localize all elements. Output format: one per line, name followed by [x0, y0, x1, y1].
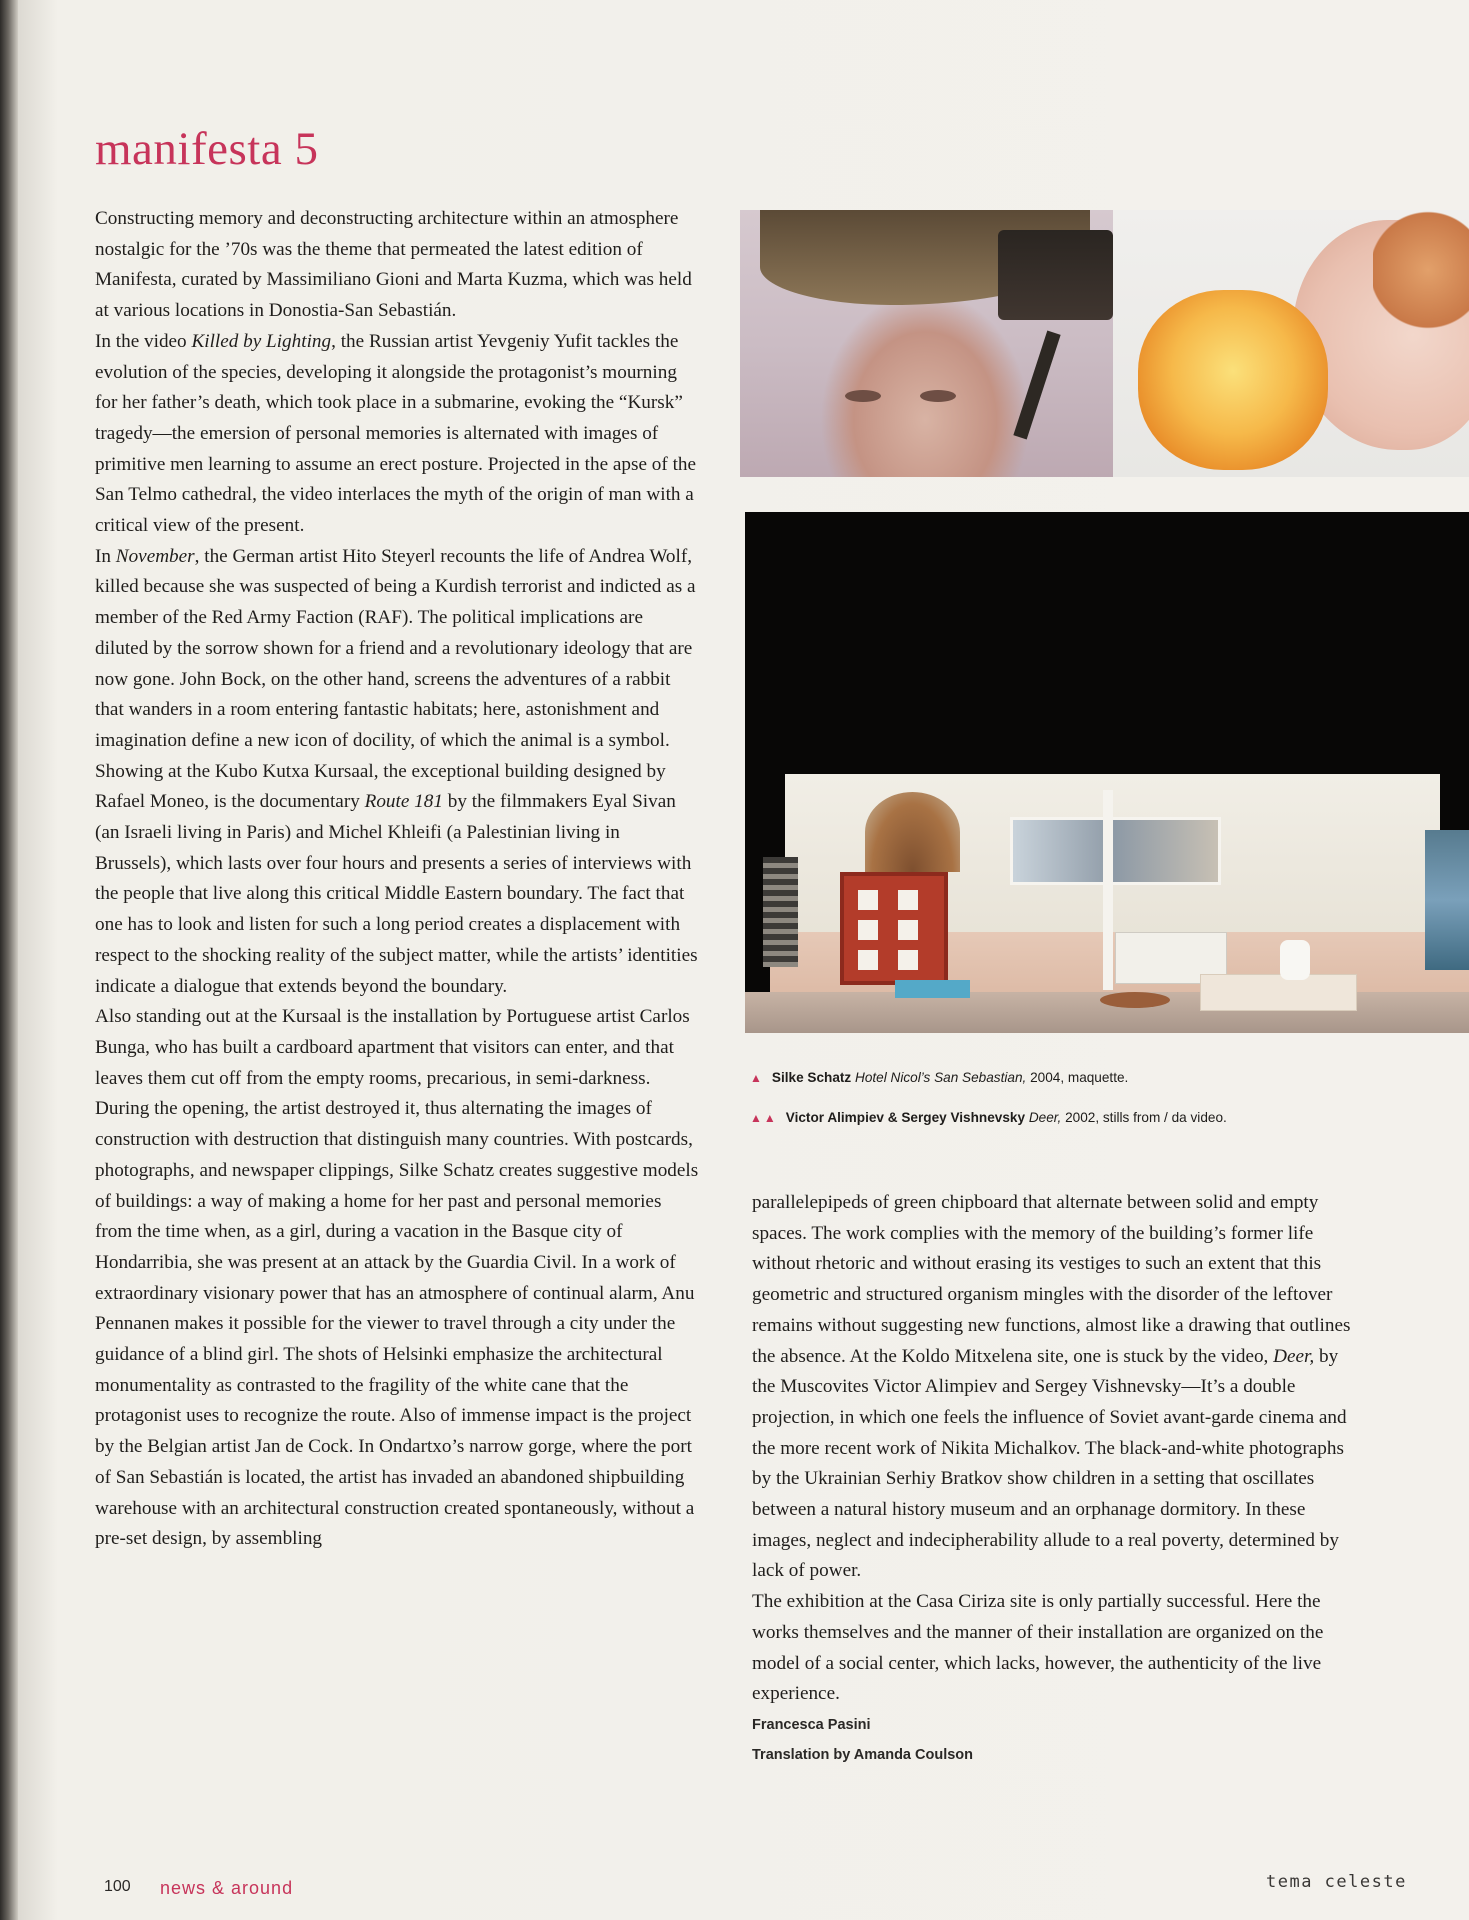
model-wall-picture — [1010, 817, 1221, 885]
model-side-panel — [1425, 830, 1469, 970]
text-run: by the Muscovites Victor Alimpiev and Sergey Vishnevsky—It’s a double projection, in which one feels the influence of Soviet avant-garde cinema and the more recent work of Nikita Michalkov. The black-and-white photographs by the Ukrainian Serhiy Bratkov show children in a setting that oscillates between a natural history museum and an orphanage dormitory. In these images, neglect and indecipherability allude to a real poverty, determined by lack of power. — [752, 1345, 1347, 1582]
author-byline: Francesca Pasini — [752, 1716, 871, 1733]
work-title-killed-by-lighting: Killed by Lighting — [191, 330, 332, 352]
caption-work-title: Hotel Nicol’s San Sebastian, — [855, 1070, 1027, 1085]
paragraph-yufit — [95, 327, 700, 542]
double-triangle-marker-icon: ▲▲ — [750, 1111, 778, 1125]
eye-shape — [920, 390, 956, 402]
translator-credit: Translation by Amanda Coulson — [752, 1746, 974, 1763]
caption-artist: Victor Alimpiev & Sergey Vishnevsky — [785, 1110, 1026, 1125]
article-title: manifesta 5 — [95, 123, 319, 175]
model-blue-mat — [895, 980, 970, 998]
caption-artist: Silke Schatz — [771, 1070, 852, 1085]
model-red-shelf — [840, 872, 948, 985]
text-run: In — [95, 545, 116, 567]
paragraph-steyerl — [95, 542, 700, 757]
paragraph-bunga: Also standing out at the Kursaal is the installation by Portuguese artist Carlos Bunga, who has built a cardboard apartment that visitors can enter, and that leaves them cut off from the empty rooms, precarious, in semi-darkness. During the opening, the artist destroyed it, thus alternating the images of construction with destruction that distinguish many countries. With postcards, photographs, and newspaper clippings, Silke Schatz creates suggestive models of buildings: a way of making a home for her past and personal memories from the time when, as a girl, during a vacation in the Basque city of Hondarribia, she was present at an attack by the Guardia Civil. In a work of extraordinary visionary power that has an atmosphere of continual alarm, Anu Pennanen makes it possible for the viewer to travel through a city under the guidance of a blind girl. The shots of Helsinki emphasize the architectural monumentality as contrasted to the fragility of the white cane that the protagonist uses to recognize the route. Also of immense impact is the project by the Belgian artist Jan de Cock. In Ondartxo’s narrow gorge, where the port of San Sebastián is located, the artist has invaded an abandoned shipbuilding warehouse with an architectural construction created spontaneously, without a pre-set design, by assembling — [95, 1006, 699, 1550]
yellow-fluff-shape — [1138, 290, 1328, 470]
triangle-marker-icon: ▲ — [750, 1071, 764, 1085]
work-title-route-181: Route 181 — [364, 791, 443, 813]
photo-architectural-maquette — [745, 512, 1469, 1033]
paragraph-kursaal — [95, 757, 700, 1003]
section-name: news & around — [160, 1878, 294, 1898]
fork-shape — [1013, 331, 1060, 440]
paragraph-casa-ciriza: The exhibition at the Casa Ciriza site is only partially successful. Here the works themselves and the manner of their installation are organized on the model of a social center, which lacks, however, the authenticity of the live experience. — [752, 1591, 1324, 1705]
video-still-man-face — [740, 210, 1113, 477]
caption-work-title: Deer, — [1028, 1110, 1062, 1125]
caption-silke-schatz — [750, 1068, 1450, 1088]
work-title-deer: Deer, — [1273, 1345, 1315, 1367]
left-text-column — [95, 204, 700, 1555]
text-run: In the video — [95, 330, 192, 352]
model-round-table — [1100, 992, 1170, 1008]
work-title-november: November — [115, 545, 195, 567]
magazine-name: tema celeste — [1266, 1872, 1407, 1892]
caption-details: 2004, maquette. — [1026, 1070, 1129, 1085]
model-cup — [1280, 940, 1310, 980]
page-number: 100 — [104, 1878, 131, 1895]
caption-alimpiev-vishnevsky — [750, 1108, 1450, 1128]
lamp-shape — [998, 230, 1113, 320]
video-still-girl-with-fluff — [1113, 210, 1469, 477]
model-arch — [865, 792, 960, 872]
model-collage-strip — [763, 857, 798, 967]
text-run: , the German artist Hito Steyerl recounts the life of Andrea Wolf, killed because she was suspected of being a Kurdish terrorist and indicted as a member of the Red Army Faction (RAF). The political implications are diluted by the sorrow shown for a friend and a revolutionary ideology that are now gone. John Bock, on the other hand, screens the adventures of a rabbit that wanders in a room entering fantastic habitats; here, astonishment and imagination define a new icon of docility, of which the animal is a symbol. — [95, 545, 696, 751]
model-pole — [1103, 790, 1113, 990]
model-rug — [1200, 974, 1357, 1011]
photo-captions — [750, 1068, 1450, 1128]
paragraph-de-cock-continued — [752, 1188, 1362, 1587]
text-run: by the filmmakers Eyal Sivan (an Israeli living in Paris) and Michel Khleifi (a Palestinian living in Brussels), which lasts over four hours and presents a series of interviews with the people that live along this critical Middle Eastern boundary. The fact that one has to look and listen for such a long period creates a displacement with respect to the shocking reality of the subject matter, while the artists’ identities indicate a dialogue that extends beyond the boundary. — [95, 791, 698, 997]
right-text-column — [752, 1188, 1362, 1770]
eye-shape — [845, 390, 881, 402]
caption-details: 2002, stills from / da video. — [1061, 1110, 1227, 1125]
text-run: , the Russian artist Yevgeniy Yufit tackles the evolution of the species, developing it alongside the protagonist’s mourning for her father’s death, which took place in a submarine, evoking the “Kursk” tragedy—the emersion of personal memories is alternated with images of primitive men learning to assume an erect posture. Projected in the apse of the San Telmo cathedral, the video interlaces the myth of the origin of man with a critical view of the present. — [95, 330, 697, 537]
text-run: parallelepipeds of green chipboard that alternate between solid and empty spaces. The work complies with the memory of the building’s former life without rhetoric and without erasing its vestiges to such an extent that this geometric and structured organism mingles with the disorder of the leftover remains without suggesting new functions, almost like a drawing that outlines the absence. At the Koldo Mitxelena site, one is stuck by the video, — [752, 1192, 1351, 1367]
text-run: Showing at the Kubo Kutxa Kursaal, the exceptional building designed by Rafael Moneo, is the documentary — [95, 760, 666, 813]
hair-curl-shape — [1373, 210, 1469, 330]
book-spine-shadow — [0, 0, 18, 1920]
paragraph-intro: Constructing memory and deconstructing architecture within an atmosphere nostalgic for the ’70s was the theme that permeated the latest edition of Manifesta, curated by Massimiliano Gioni and Marta Kuzma, which was held at various locations in Donostia-San Sebastián. — [95, 208, 692, 322]
